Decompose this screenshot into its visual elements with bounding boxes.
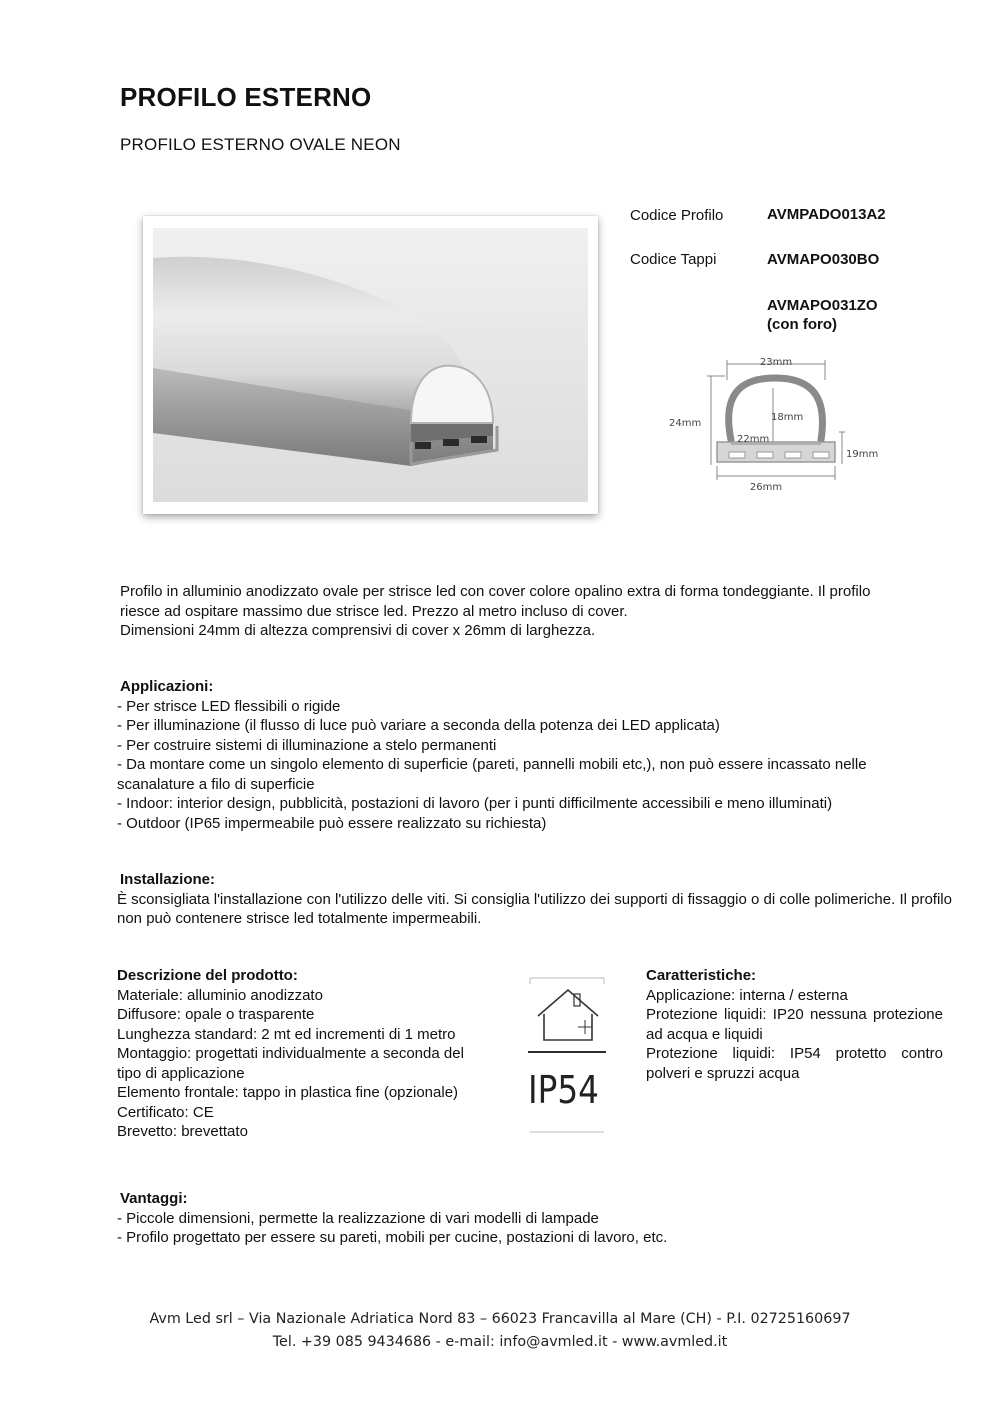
vantaggi-heading: Vantaggi: <box>120 1190 188 1207</box>
caratteristiche-heading: Caratteristiche: <box>646 967 757 984</box>
dimension-drawing <box>665 350 895 495</box>
dim-inner-width: 22mm <box>737 434 770 445</box>
installazione-heading: Installazione: <box>120 871 216 888</box>
codice-tappi-label: Codice Tappi <box>630 251 717 268</box>
applicazioni-item: - Per strisce LED flessibili o rigide <box>117 697 341 715</box>
ip54-badge <box>526 976 608 1134</box>
codice-tappi-note: (con foro) <box>767 316 837 333</box>
applicazioni-item: - Indoor: interior design, pubblicità, postazioni di lavoro (per i punti difficilmente accessibili e meno illuminati) <box>117 795 833 812</box>
applicazioni-item: - Per costruire sistemi di illuminazione a stelo permanenti <box>117 736 497 754</box>
applicazioni-item: - Per illuminazione (il flusso di luce può variare a seconda della potenza dei LED applicata) <box>117 717 720 734</box>
vantaggi-section <box>117 1189 668 1248</box>
footer-contacts: Tel. +39 085 9434686 - e-mail: info@avmled.it - www.avmled.it <box>272 1334 728 1350</box>
description-line: riesce ad ospitare massimo due strisce led. Prezzo al metro incluso di cover. <box>120 602 628 620</box>
dim-bottom-width: 26mm <box>749 482 783 493</box>
dim-inner-height: 18mm <box>771 412 804 423</box>
page-title: PROFILO ESTERNO <box>120 82 372 112</box>
description <box>120 582 870 641</box>
descrizione-prodotto-line: Materiale: alluminio anodizzato <box>117 986 323 1004</box>
applicazioni-heading: Applicazioni: <box>120 678 214 695</box>
descrizione-prodotto-line: Elemento frontale: tappo in plastica fine (opzionale) <box>117 1084 459 1101</box>
descrizione-prodotto-line: tipo di applicazione <box>117 1064 245 1082</box>
dim-total-height: 24mm <box>669 418 702 429</box>
descrizione-prodotto-heading: Descrizione del prodotto: <box>117 967 298 984</box>
description-line: Profilo in alluminio anodizzato ovale per strisce led con cover colore opalino extra di forma tondeggiante. Il profilo <box>120 583 871 600</box>
applicazioni-item: scanalature a filo di superficie <box>117 775 315 793</box>
codice-profilo-value: AVMPADO013A2 <box>767 206 886 223</box>
caratteristiche-line: Protezione liquidi: IP54 protetto contro polveri e spruzzi acqua <box>646 1045 943 1082</box>
installazione-section <box>117 870 952 929</box>
codice-tappi-value-2: AVMAPO031ZO <box>767 297 878 314</box>
caratteristiche-line: Protezione liquidi: IP20 nessuna protezione ad acqua e liquidi <box>646 1006 943 1043</box>
descrizione-prodotto-line: Lunghezza standard: 2 mt ed incrementi di 1 metro <box>117 1025 456 1043</box>
descrizione-prodotto-line: Certificato: CE <box>117 1103 214 1121</box>
installazione-text: È sconsigliata l'installazione con l'utilizzo delle viti. Si consiglia l'utilizzo dei supporti di fissaggio o di colle polimeriche. Il profilo non può contenere strisce led totalmente impermeabili. <box>117 890 952 927</box>
codice-profilo-label: Codice Profilo <box>630 207 724 224</box>
vantaggi-item: - Profilo progettato per essere su pareti, mobili per cucine, postazioni di lavoro, etc. <box>117 1229 668 1246</box>
descrizione-prodotto-line: Diffusore: opale o trasparente <box>117 1006 315 1023</box>
page-subtitle: PROFILO ESTERNO OVALE NEON <box>120 135 401 154</box>
dim-base-height: 19mm <box>846 449 879 460</box>
caratteristiche-section <box>646 966 943 1083</box>
descrizione-prodotto-line: Montaggio: progettati individualmente a seconda del <box>117 1045 464 1062</box>
footer-address: Avm Led srl – Via Nazionale Adriatica Nord 83 – 66023 Francavilla al Mare (CH) - P.I. 02725160697 <box>149 1311 851 1327</box>
descrizione-prodotto-section <box>117 966 464 1142</box>
vantaggi-item: - Piccole dimensioni, permette la realizzazione di vari modelli di lampade <box>117 1209 599 1227</box>
codice-tappi-value: AVMAPO030BO <box>767 251 880 268</box>
product-photo <box>143 216 598 514</box>
dim-top-width: 23mm <box>759 357 793 368</box>
profile-photo-illustration <box>153 228 588 502</box>
applicazioni-item: - Da montare come un singolo elemento di superficie (pareti, pannelli mobili etc,), non può essere incassato nelle <box>117 756 867 773</box>
ip54-text: IP54 <box>528 1068 599 1112</box>
caratteristiche-line: Applicazione: interna / esterna <box>646 986 848 1004</box>
description-line: Dimensioni 24mm di altezza comprensivi di cover x 26mm di larghezza. <box>120 622 596 639</box>
applicazioni-section <box>117 677 867 833</box>
applicazioni-item: - Outdoor (IP65 impermeabile può essere realizzato su richiesta) <box>117 814 547 832</box>
descrizione-prodotto-line: Brevetto: brevettato <box>117 1123 248 1140</box>
